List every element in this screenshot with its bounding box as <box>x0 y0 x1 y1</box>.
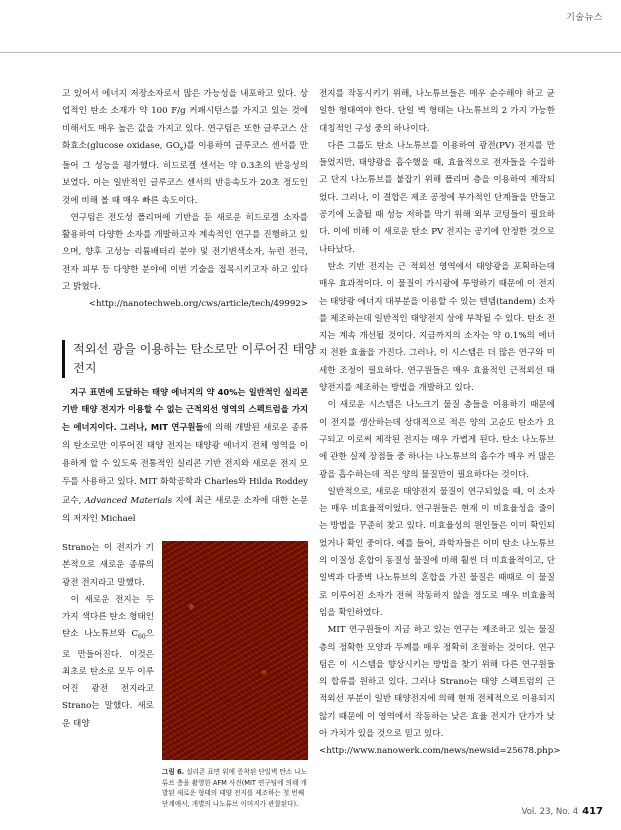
section-header: 기술뉴스 <box>566 13 603 23</box>
paragraph: MIT 연구원들이 지금 하고 있는 연구는 제조하고 있는 물질 층의 정확한 모양과 두께를 매우 정확히 조절하는 것이다. 연구팀은 이 시스템을 향상시키는 방법을 찾기 위해 다른 연구원들의 합류를 원하고 있다. 그러나 Strano는 태양 스펙트럼의 근적외선 부분이 일반 태양전지에 의해 현재 전체적으로 이용되지 않기 때문에 이 영역에서 작동하는 낮은 효율 전지가 단가가 낮아 가치가 있을 것으로 믿고 있다. <box>319 625 555 739</box>
afm-image <box>162 541 308 760</box>
paragraph: 다른 그룹도 탄소 나노튜브를 이용하여 광전(PV) 전지를 만들었지만, 태양광을 흡수했을 때, 효율적으로 전자들을 수집하고 단지 나노튜브를 붙잡기 위해 폴리머 층을 이용하여 제작되었다. 그러나, 이 결합은 제조 공정에 부가적인 단계들을 만들고 공기에 노출될 때 성능 저하를 막기 위해 외부 코팅들이 필요하다. 이에 비해 이 새로운 탄소 PV 전지는 공기에 안정한 것으로 나타났다. <box>319 140 555 255</box>
figure-caption: 그림 6. 실리콘 표면 위에 증착된 단일벽 탄소 나노튜브 층을 촬영한 AFM 사진(MIT 연구팀에 의해 개발된 새로운 형태의 태양 전지를 제조하는 첫 번째 단계에서, 개별의 나노튜브 이미지가 관찰된다). <box>162 768 308 808</box>
paragraph: Strano는 이 전지가 기본적으로 새로운 종류의 광전 전지라고 말했다. <box>62 543 154 588</box>
page-footer <box>522 806 603 817</box>
column-right <box>319 86 561 761</box>
source-url: <http://nanotechweb.org/cws/article/tech/49992> <box>88 299 308 310</box>
lead-paragraph: 지구 표면에 도달하는 태양 에너지의 약 40%는 일반적인 실리콘 기반 태양 전지가 이용할 수 없는 근적외선 영역의 스펙트럼을 가지는 에너지이다. 그러나, MIT 연구원들에 의해 개발된 새로운 종류의 탄소로만 이루어진 태양 전지는 태양광 에너지 전체 영역을 이용하게 할 수 있도록 전통적인 실리콘 기반 전지와 새로운 전지 모두를 사용하고 있다. MIT 화학공학과 Charles와 Hilda Roddey 교수, Advanced Materials 지에 최근 새로운 소자에 대한 논문의 저자인 Michael <box>62 387 308 525</box>
page-number: 417 <box>582 806 603 817</box>
column-left-top <box>62 86 308 314</box>
header-divider <box>0 52 621 53</box>
paragraph: 탄소 기반 전지는 근 적외선 영역에서 태양광을 포획하는데 매우 효과적이다. 이 물질이 가시광에 투명하기 때문에 이 전지는 태양광 에너지 대부분을 이용할 수 있는 텐뎀(tandem) 소자를 제조하는데 일반적인 태양전지 상에 부착될 수 있다. 탄소 전지는 계속 개선될 것이다. 지금까지의 소자는 약 0.1%의 에너지 전환 효율을 가진다. 그러나, 이 시스템은 더 많은 연구와 미세한 조정이 필요하다. 연구원들은 매우 효율적인 근적외선 태양전지를 제조하는 방법을 개발하고 있다. <box>319 261 555 394</box>
source-url: <http://www.nanowerk.com/news/newsid=25678.php> <box>319 746 561 757</box>
section-title: 적외선 광을 이용하는 탄소로만 이루어진 태양 전지 <box>62 340 319 378</box>
column-left-lead <box>62 384 308 528</box>
paragraph: 일반적으로, 새로운 태양전지 물질이 연구되었을 때, 이 소자는 매우 비효율적이었다. 연구원들은 현재 이 비효율성을 줄이는 방법을 꾸준히 찾고 있다. 비효율성의 원인들은 이미 확인되었거나 확인 중이다. 예를 들어, 과학자들은 이미 탄소 나노튜브의 이질성 혼합이 동질성 물질에 비해 훨씬 더 비효율적이고, 단일벽과 다중벽 나노튜브의 혼합을 가진 물질은 때때로 이 물질로 이루어진 소자가 전혀 작동하지 않을 정도로 매우 비효율적임을 확인하였다. <box>319 486 555 618</box>
column-left-narrow <box>62 540 154 733</box>
paragraph: 고 있어서 에너지 저장소자로서 많은 가능성을 내포하고 있다. 상업적인 탄소 소재가 약 100 F/g 커패시턴스를 가지고 있는 것에 비해서도 매우 높은 값을 가지고 있다. 연구팀은 또한 글루코스 산화효소(glucose oxidase, $GO_x$)를 이용하여 글루코스 센서를 만들어 그 성능을 평가했다. 히드로겔 센서는 약 0.3초의 반응성의 보였다. 이는 일반적인 글루코스 센서의 반응속도가 20초 정도인 것에 비해 볼 때 매우 빠른 속도이다. <box>62 89 308 206</box>
issue-info: Vol. 23, No. 4 <box>521 807 579 817</box>
paragraph: 전지를 작동시키기 위해, 나노튜브들은 매우 순수해야 하고 균일한 형태여야 한다. 단일 벽 형태는 나노튜브의 2 가지 가능한 대칭적인 구성 중의 하나이다. <box>319 89 555 134</box>
paragraph: 이 새로운 시스템은 나노크기 물질 층들을 이용하기 때문에 이 전지를 생산하는데 상대적으로 적은 양의 고순도 탄소가 요구되고 이로써 제작된 전지는 매우 가볍게 된다. 탄소 나노튜브에 관한 실제 장점들 중 하나는 나노튜브의 흡수가 매우 커 많은 광을 흡수하는데 적은 양의 물질만이 필요하다는 것이다. <box>319 400 555 480</box>
paragraph: 이 새로운 전지는 두 가지 색다른 탄소 형태인 탄소 나노튜브와 $C_{60}$으로 만들어진다. 이것은 최초로 탄소로 모두 이루어진 광전 전지라고 Strano는 말했다. 새로운 태양 <box>62 594 154 729</box>
paragraph: 연구팀은 전도성 폴리머에 기반을 둔 새로운 히드로겔 소자를 활용하여 다양한 소자를 개발하고자 계속적인 연구를 진행하고 있으며, 향후 고성능 리튬배터리 분야 및 전기변색소자, 뉴런 전극, 전자 피부 등 다양한 분야에 이번 기술을 접목시키고자 하고 있다고 밝혔다. <box>62 212 308 292</box>
